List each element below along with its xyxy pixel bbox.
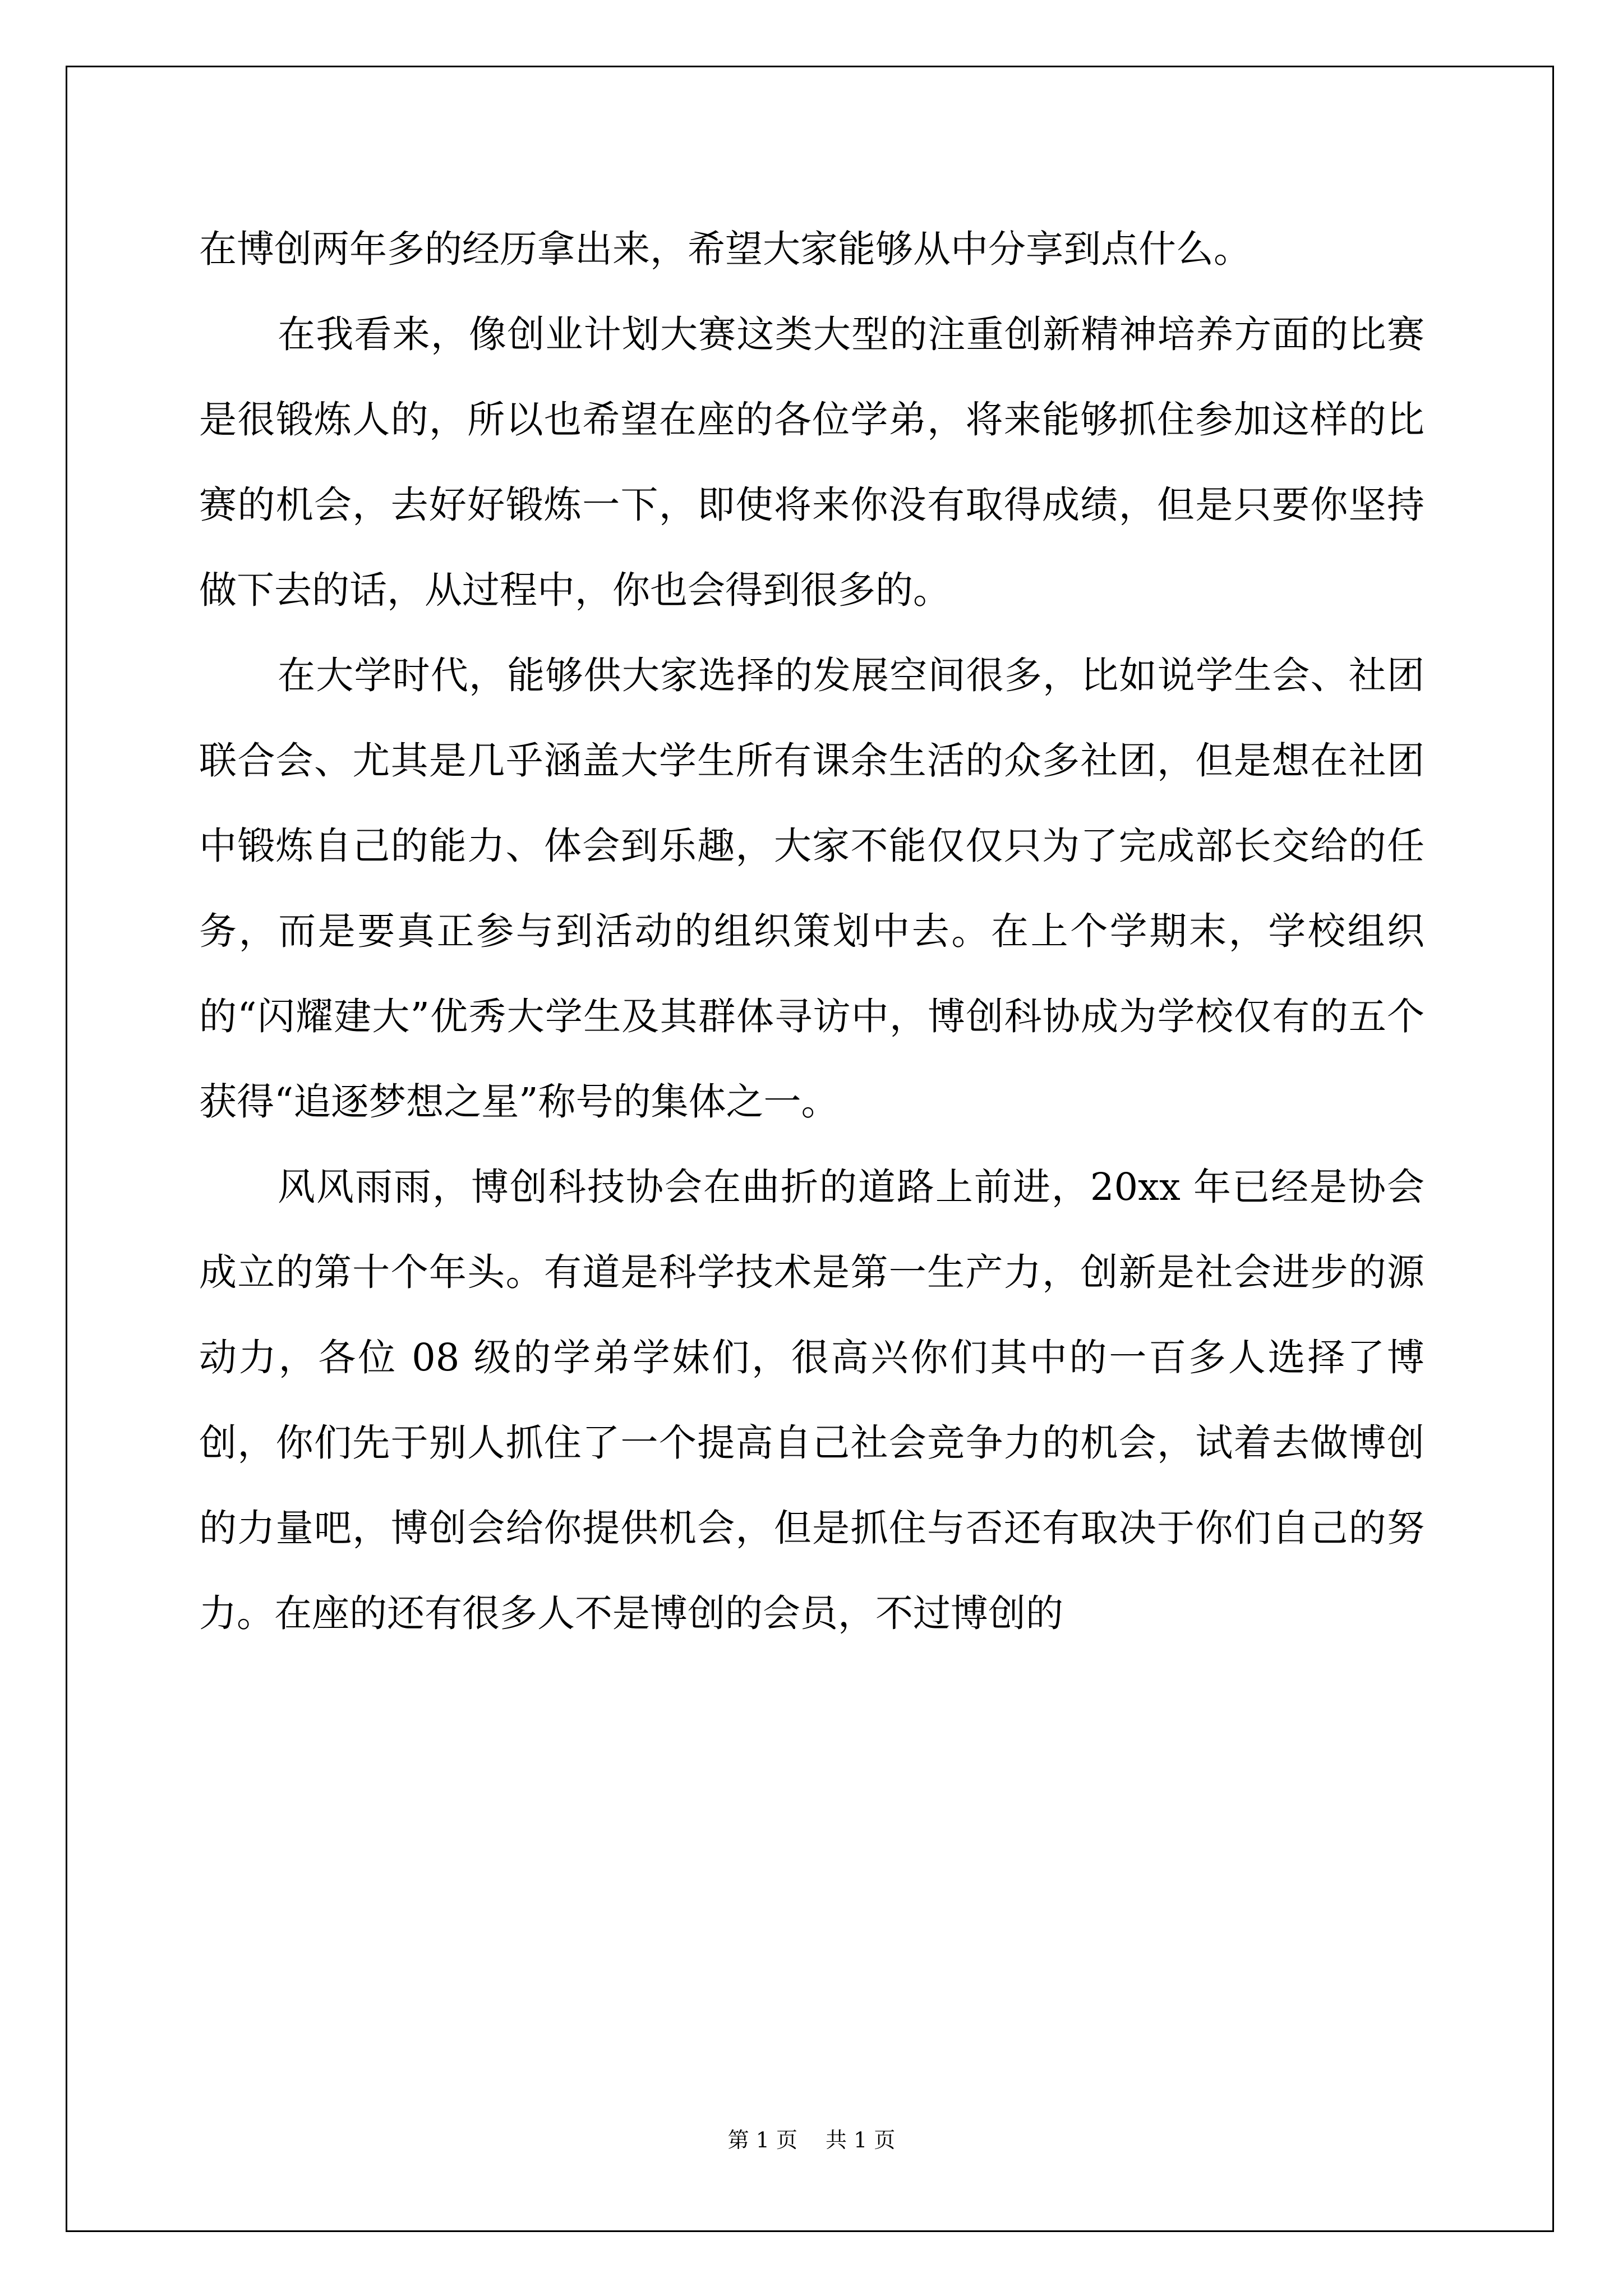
page-footer bbox=[0, 2123, 1623, 2154]
page-total: 共 1 页 bbox=[826, 2128, 896, 2152]
paragraph-3: 在大学时代，能够供大家选择的发展空间很多，比如说学生会、社团联合会、尤其是几乎涵盖大学生所有课余生活的众多社团，但是想在社团中锻炼自己的能力、体会到乐趣，大家不能仅仅只为了完成部长交给的任务，而是要真正参与到活动的组织策划中去。在上个学期末，学校组织的“闪耀建大”优秀大学生及其群体寻访中，博创科协成为学校仅有的五个获得“追逐梦想之星”称号的集体之一。 bbox=[199, 654, 1424, 1124]
page-number: 第 1 页 bbox=[727, 2128, 797, 2152]
paragraph-2: 在我看来，像创业计划大赛这类大型的注重创新精神培养方面的比赛是很锻炼人的，所以也希望在座的各位学弟，将来能够抓住参加这样的比赛的机会，去好好锻炼一下，即使将来你没有取得成绩，但是只要你坚持做下去的话，从过程中，你也会得到很多的。 bbox=[199, 312, 1424, 612]
paragraph-1: 在博创两年多的经历拿出来，希望大家能够从中分享到点什么。 bbox=[199, 227, 1251, 271]
document-body bbox=[199, 206, 1424, 1656]
paragraph-4: 风风雨雨，博创科技协会在曲折的道路上前进，20xx 年已经是协会成立的第十个年头。有道是科学技术是第一生产力，创新是社会进步的源动力，各位 08 级的学弟学妹们，很高兴你们其中的一百多人选择了博创，你们先于别人抓住了一个提高自己社会竞争力的机会，试着去做博创的力量吧，博创会给你提供机会，但是抓住与否还有取决于你们自己的努力。在座的还有很多人不是博创的会员，不过博创的 bbox=[199, 1165, 1424, 1635]
